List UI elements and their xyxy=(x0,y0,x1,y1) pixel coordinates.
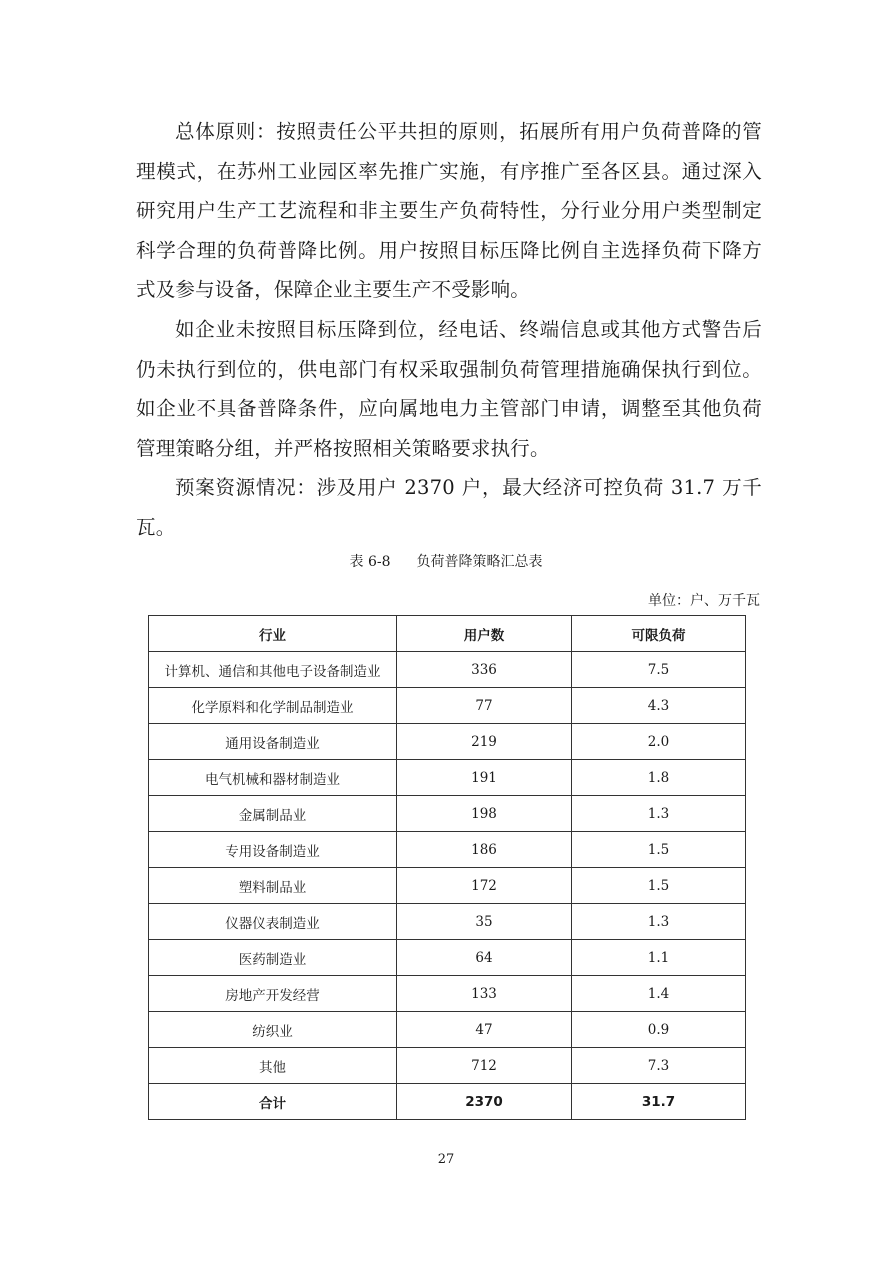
cell-industry: 纺织业 xyxy=(149,1012,397,1048)
table-caption-title: 负荷普降策略汇总表 xyxy=(416,554,543,570)
table-row xyxy=(149,1012,746,1048)
paragraph-resources: 预案资源情况：涉及用户 2370 户，最大经济可控负荷 31.7 万千瓦。 xyxy=(136,476,762,539)
table-row xyxy=(149,760,746,796)
table-row xyxy=(149,1048,746,1084)
cell-industry: 其他 xyxy=(149,1048,397,1084)
table-row xyxy=(149,940,746,976)
cell-industry: 通用设备制造业 xyxy=(149,724,397,760)
cell-load: 1.3 xyxy=(572,904,746,940)
total-load: 31.7 xyxy=(572,1084,746,1120)
header-user-count: 用户数 xyxy=(397,616,572,652)
cell-user-count: 712 xyxy=(397,1048,572,1084)
cell-user-count: 336 xyxy=(397,652,572,688)
table-row xyxy=(149,796,746,832)
cell-industry: 房地产开发经营 xyxy=(149,976,397,1012)
cell-load: 1.5 xyxy=(572,832,746,868)
summary-table xyxy=(148,615,746,1120)
cell-load: 1.3 xyxy=(572,796,746,832)
cell-industry: 计算机、通信和其他电子设备制造业 xyxy=(149,652,397,688)
total-user-count: 2370 xyxy=(397,1084,572,1120)
cell-industry: 仪器仪表制造业 xyxy=(149,904,397,940)
table-row xyxy=(149,724,746,760)
cell-load: 2.0 xyxy=(572,724,746,760)
table-row xyxy=(149,688,746,724)
cell-user-count: 47 xyxy=(397,1012,572,1048)
paragraph-enforcement: 如企业未按照目标压降到位，经电话、终端信息或其他方式警告后仍未执行到位的，供电部门有权采取强制负荷管理措施确保执行到位。如企业不具备普降条件，应向属地电力主管部门申请，调整至其他负荷管理策略分组，并严格按照相关策略要求执行。 xyxy=(136,317,762,460)
cell-load: 4.3 xyxy=(572,688,746,724)
page-number: 27 xyxy=(437,1152,455,1167)
cell-load: 1.4 xyxy=(572,976,746,1012)
header-industry: 行业 xyxy=(149,616,397,652)
table-row xyxy=(149,904,746,940)
cell-user-count: 35 xyxy=(397,904,572,940)
cell-user-count: 219 xyxy=(397,724,572,760)
cell-user-count: 198 xyxy=(397,796,572,832)
cell-load: 1.5 xyxy=(572,868,746,904)
cell-industry: 塑料制品业 xyxy=(149,868,397,904)
body-text xyxy=(136,112,762,548)
header-load: 可限负荷 xyxy=(572,616,746,652)
cell-load: 0.9 xyxy=(572,1012,746,1048)
table-caption-number: 表 6-8 xyxy=(349,554,391,570)
cell-user-count: 191 xyxy=(397,760,572,796)
cell-industry: 金属制品业 xyxy=(149,796,397,832)
cell-load: 1.1 xyxy=(572,940,746,976)
table-row xyxy=(149,868,746,904)
table-caption xyxy=(0,551,892,573)
cell-industry: 专用设备制造业 xyxy=(149,832,397,868)
cell-industry: 医药制造业 xyxy=(149,940,397,976)
table-unit: 单位：户、万千瓦 xyxy=(648,593,760,609)
table-header-row xyxy=(149,616,746,652)
table-total-row xyxy=(149,1084,746,1120)
paragraph-principle: 总体原则：按照责任公平共担的原则，拓展所有用户负荷普降的管理模式，在苏州工业园区率先推广实施，有序推广至各区县。通过深入研究用户生产工艺流程和非主要生产负荷特性，分行业分用户类型制定科学合理的负荷普降比例。用户按照目标压降比例自主选择负荷下降方式及参与设备，保障企业主要生产不受影响。 xyxy=(136,120,762,302)
table-row xyxy=(149,832,746,868)
cell-user-count: 172 xyxy=(397,868,572,904)
cell-load: 1.8 xyxy=(572,760,746,796)
total-label: 合计 xyxy=(149,1084,397,1120)
cell-industry: 化学原料和化学制品制造业 xyxy=(149,688,397,724)
cell-industry: 电气机械和器材制造业 xyxy=(149,760,397,796)
table-row xyxy=(149,976,746,1012)
cell-user-count: 133 xyxy=(397,976,572,1012)
cell-load: 7.3 xyxy=(572,1048,746,1084)
cell-user-count: 77 xyxy=(397,688,572,724)
cell-user-count: 64 xyxy=(397,940,572,976)
table-row xyxy=(149,652,746,688)
cell-user-count: 186 xyxy=(397,832,572,868)
cell-load: 7.5 xyxy=(572,652,746,688)
